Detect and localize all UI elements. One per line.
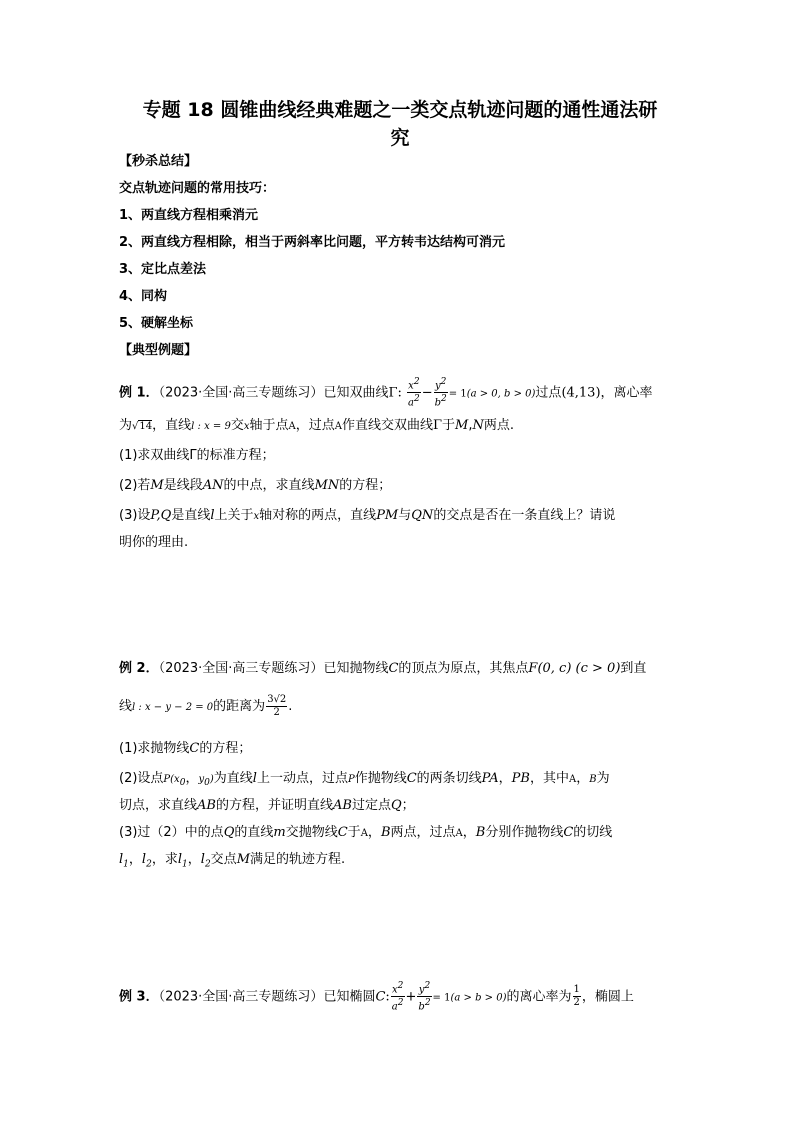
- ex2-q3-cont: $l_1$，$l_2$，求$l_1$，$l_2$交点M满足的轨迹方程.: [119, 852, 346, 870]
- ex2-line-2: 线l : x − y − 2 = 0的距离为 $\frac{3√2}{2}$ .: [119, 694, 293, 718]
- ex1-line-1: 例 1．（2023·全国·高三专题练习）已知双曲线Γ: $\frac{x^2}{a^2}$ − $\frac{y^2}{b^2}$ = 1(a > 0, b > 0)过点(4,13)，离心率: [119, 377, 653, 409]
- ex1-q3-cont: 明你的理由.: [119, 535, 189, 550]
- summary-item-4: 4、同构: [119, 289, 168, 304]
- ex2-q3: (3)过（2）中的点Q的直线m交抛物线C于A，B两点，过点A，B分别作抛物线C的切线: [119, 825, 613, 840]
- summary-item-2: 2、两直线方程相除，相当于两斜率比问题，平方转韦达结构可消元: [119, 235, 506, 250]
- summary-item-1: 1、两直线方程相乘消元: [119, 208, 259, 223]
- page-title: 专题 18 圆锥曲线经典难题之一类交点轨迹问题的通性通法研 究: [142, 99, 658, 149]
- ex2-line-1: 例 2．（2023·全国·高三专题练习）已知抛物线C的顶点为原点，其焦点F(0, c) (c > 0)到直: [119, 661, 647, 676]
- ex2-q2: (2)设点$P(x_0$，$y_0$)为直线l上一动点，过点P作抛物线C的两条切线PA，PB，其中A，B为: [119, 771, 610, 788]
- ex1-q2: (2)若M是线段AN的中点，求直线MN的方程；: [119, 478, 392, 493]
- ex1-q3: (3)设P,Q是直线l上关于x轴对称的两点，直线PM与QN的交点是否在一条直线上？请说: [119, 508, 616, 523]
- examples-header: 【典型例题】: [119, 343, 198, 358]
- ex1-line-2: 为√14，直线l : x = 9交x轴于点A，过点A作直线交双曲线Γ于M,N两点.: [119, 418, 514, 433]
- summary-intro: 交点轨迹问题的常用技巧：: [119, 181, 276, 196]
- summary-item-3: 3、定比点差法: [119, 262, 207, 277]
- ex1-q1: (1)求双曲线Γ的标准方程；: [119, 448, 275, 463]
- ex2-q1: (1)求抛物线C的方程；: [119, 741, 252, 756]
- summary-item-5: 5、硬解坐标: [119, 316, 194, 331]
- summary-header: 【秒杀总结】: [119, 154, 198, 169]
- ex2-q2-cont: 切点，求直线AB的方程，并证明直线AB过定点Q；: [119, 798, 415, 813]
- ex3-line-1: 例 3．（2023·全国·高三专题练习）已知椭圆C: $\frac{x^2}{a^2}$ + $\frac{y^2}{b^2}$ = 1(a > b > 0)的离心率为 $\frac{1}{2}$ ，椭圆上: [119, 981, 634, 1013]
